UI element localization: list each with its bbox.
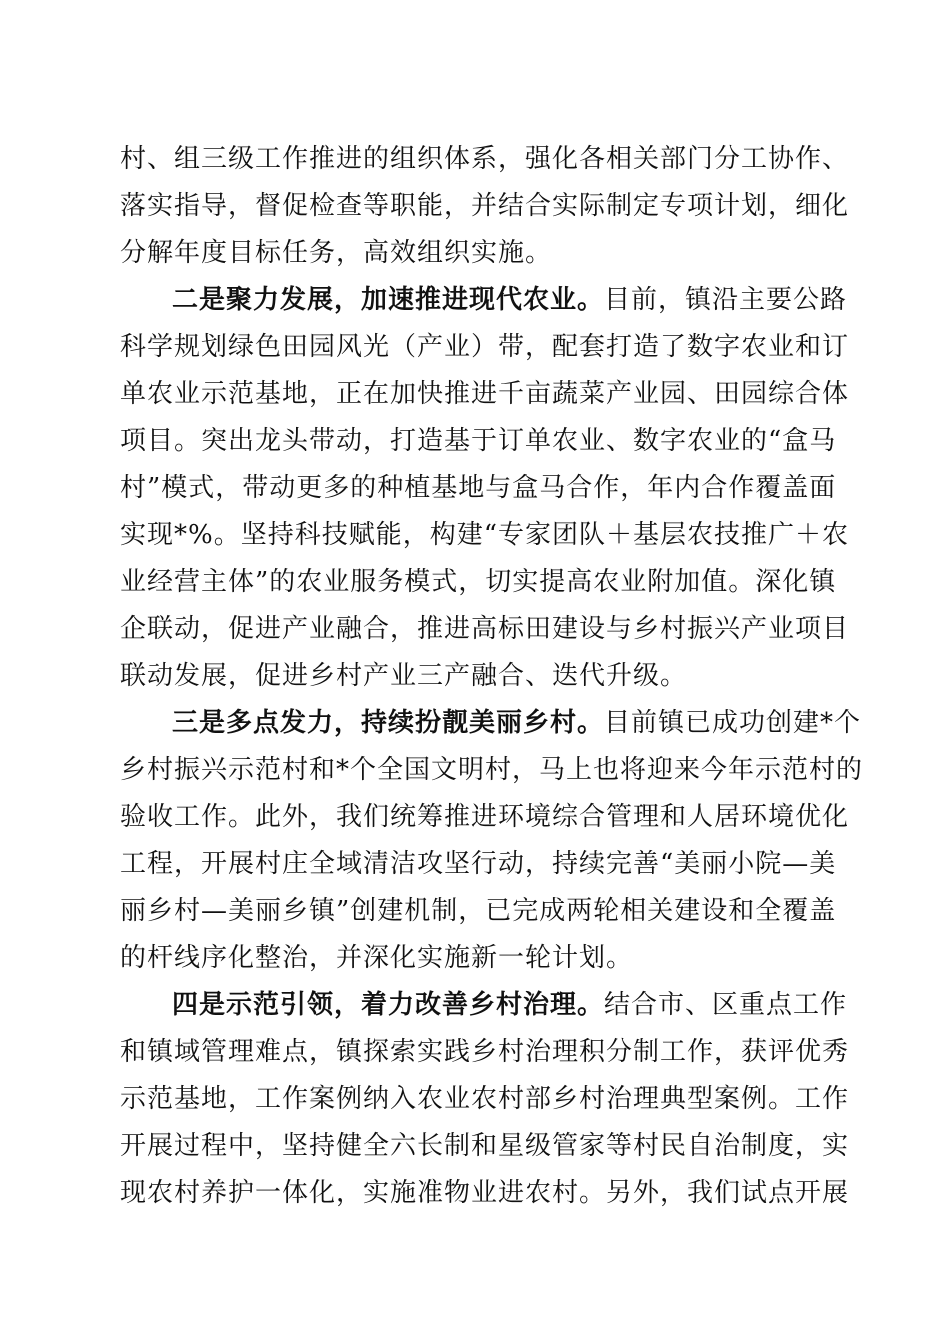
text-line: 项目。突出龙头带动，打造基于订单农业、数字农业的“盒马 [120, 426, 837, 456]
text-line: 分解年度目标任务，高效组织实施。 [120, 238, 553, 268]
paragraph-first-line [120, 700, 862, 747]
text-line: 单农业示范基地，正在加快推进千亩蔬菜产业园、田园综合体 [120, 379, 850, 409]
text-line: 村”模式，带动更多的种植基地与盒马合作，年内合作覆盖面 [120, 473, 837, 503]
text-line: 示范基地，工作案例纳入农业农村部乡村治理典型案例。工作 [120, 1084, 850, 1114]
text-line: 开展过程中，坚持健全六长制和星级管家等村民自治制度，实 [120, 1131, 850, 1161]
text-line: 和镇域管理难点，镇探索实践乡村治理积分制工作，获评优秀 [120, 1037, 850, 1067]
text-line: 联动发展，促进乡村产业三产融合、迭代升级。 [120, 661, 688, 691]
text-line: 实现*%。坚持科技赋能，构建“专家团队＋基层农技推广＋农 [120, 520, 849, 550]
text-line: 工程，开展村庄全域清洁攻坚行动，持续完善“美丽小院—美 [120, 849, 837, 879]
text-line: 企联动，促进产业融合，推进高标田建设与乡村振兴产业项目 [120, 614, 850, 644]
paragraph-lead-heading: 二是聚力发展，加速推进现代农业。 [172, 285, 605, 315]
text-line: 村、组三级工作推进的组织体系，强化各相关部门分工协作、 [120, 144, 850, 174]
paragraph-lead-heading: 四是示范引领，着力改善乡村治理。 [172, 990, 605, 1020]
text-line: 现农村养护一体化，实施准物业进农村。另外，我们试点开展 [120, 1178, 850, 1208]
paragraph-first-line [120, 982, 848, 1029]
text-span: 目前，镇沿主要公路 [604, 285, 848, 315]
body-text [120, 136, 864, 1217]
text-line: 乡村振兴示范村和*个全国文明村，马上也将迎来今年示范村的 [120, 755, 864, 785]
text-line: 丽乡村—美丽乡镇”创建机制，已完成两轮相关建设和全覆盖 [120, 896, 837, 926]
text-line: 业经营主体”的农业服务模式，切实提高农业附加值。深化镇 [120, 567, 837, 597]
paragraph-lead-heading: 三是多点发力，持续扮靓美丽乡村。 [172, 708, 605, 738]
text-line: 落实指导，督促检查等职能，并结合实际制定专项计划，细化 [120, 191, 850, 221]
text-line: 的杆线序化整治，并深化实施新一轮计划。 [120, 943, 634, 973]
text-line: 科学规划绿色田园风光（产业）带，配套打造了数字农业和订 [120, 332, 850, 362]
text-span: 目前镇已成功创建*个 [604, 708, 862, 738]
text-line: 验收工作。此外，我们统筹推进环境综合管理和人居环境优化 [120, 802, 850, 832]
paragraph-first-line [120, 277, 848, 324]
text-span: 结合市、区重点工作 [604, 990, 848, 1020]
